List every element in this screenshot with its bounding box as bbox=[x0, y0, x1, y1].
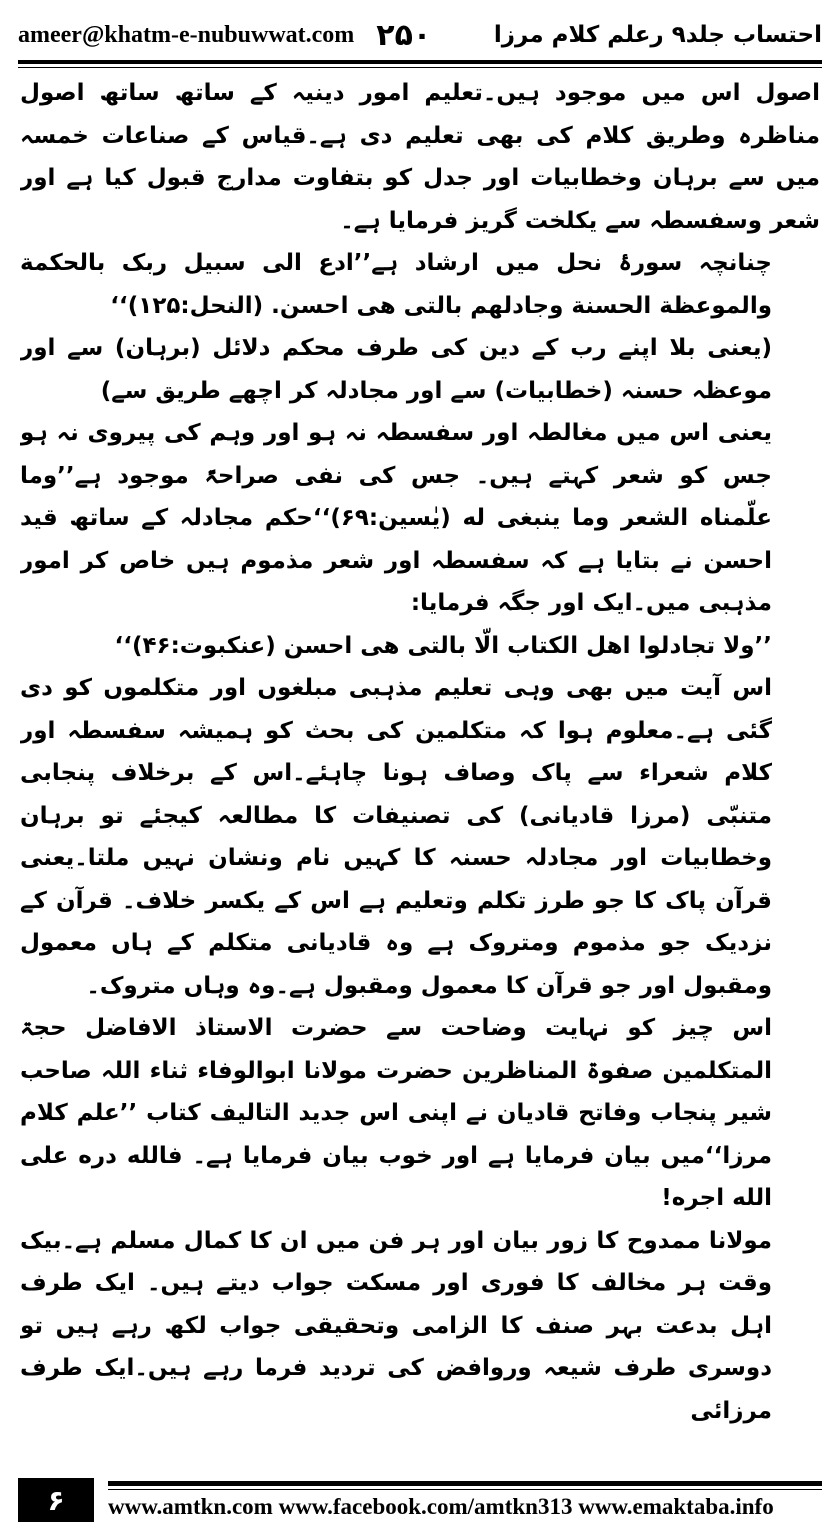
page-body bbox=[20, 72, 820, 1450]
running-title: احتساب جلد۹ رعلم کلام مرزا bbox=[493, 22, 822, 48]
paragraph-6: اس آیت میں بھی وہی تعلیم مذہبی مبلغوں اور متکلموں کو دی گئی ہے۔معلوم ہوا کہ متکلمین کی بحث کو ہمیشہ سفسطہ اور کلام شعراء سے پاک وصاف ہونا چاہئے۔اس کے برخلاف پنجابی متنبّی (مرزا قادیانی) کی تصنیفات کا مطالعہ کیجئے تو برہان وخطابیات اور مجادلہ حسنہ کا کہیں نام ونشان نہیں ملتا۔یعنی قرآن پاک کا جو طرز تکلم وتعلیم ہے اس کے یکسر خلاف۔ قرآن کے نزدیک جو مذموم ومتروک ہے وہ قادیانی متکلم کے ہاں معمول ومقبول اور جو قرآن کا معمول ومقبول ہے۔وہ وہاں متروک۔ bbox=[20, 675, 772, 999]
paragraph-2-quran-nahl: چنانچہ سورۂ نحل میں ارشاد ہے’’ادع الی سبیل ربک بالحکمة والموعظة الحسنة وجادلهم بالتی هی احسن. (النحل:۱۲۵)‘‘ bbox=[20, 250, 772, 319]
footer-number-box: ۶ bbox=[18, 1478, 94, 1522]
header-rule-thin bbox=[18, 67, 822, 68]
header-left bbox=[18, 18, 431, 53]
paragraph-5-quran-ankabut: ’’ولا تجادلوا اهل الكتاب الّا بالتی هی احسن (عنکبوت:۴۶)‘‘ bbox=[114, 632, 772, 659]
header-email: ameer@khatm-e-nubuwwat.com bbox=[18, 21, 355, 48]
page-number: ۲۵۰ bbox=[376, 17, 432, 53]
footer-rule-thick bbox=[108, 1481, 822, 1486]
page-header bbox=[18, 14, 822, 56]
paragraph-8: مولانا ممدوح کا زور بیان اور ہر فن میں ان کا کمال مسلم ہے۔بیک وقت ہر مخالف کا فوری اور مسکت جواب دیتے ہیں۔ ایک طرف اہل بدعت بہر صنف کا الزامی وتحقیقی جواب لکھ رہے ہیں تو دوسری طرف شیعہ وروافض کی تردید فرما رہے ہیں۔ایک طرف مرزائی bbox=[20, 1227, 772, 1424]
paragraph-4: یعنی اس میں مغالطہ اور سفسطہ نہ ہو اور وہم کی پیروی نہ ہو جس کو شعر کہتے ہیں۔ جس کی نفی صراحۃً موجود ہے’’وما علّمناه الشعر وما ینبغی له (یٰسین:۶۹)‘‘حکم مجادلہ کے ساتھ قید احسن نے بتایا ہے کہ سفسطہ اور شعر مذموم ہیں خاص کر امور مذہبی میں۔ایک اور جگہ فرمایا: bbox=[20, 420, 772, 616]
paragraph-1: اصول اس میں موجود ہیں۔تعلیم امور دینیہ کے ساتھ ساتھ اصول مناظرہ وطریق کلام کی بھی تعلیم دی ہے۔قیاس کے صناعات خمسہ میں سے برہان وخطابیات اور جدل کو بتفاوت مدارج قبول کیا ہے اور شعر وسفسطہ سے یکلخت گریز فرمایا ہے۔ bbox=[20, 80, 820, 234]
paragraph-3-translation: (یعنی بلا اپنے رب کے دین کی طرف محکم دلائل (برہان) سے اور موعظہ حسنہ (خطابیات) سے اور مجادلہ کر اچھے طریق سے) bbox=[20, 335, 772, 404]
footer-links: www.amtkn.com www.facebook.com/amtkn313 www.emaktaba.info bbox=[108, 1493, 774, 1519]
footer-links-area bbox=[94, 1478, 822, 1522]
footer-rule-thin bbox=[108, 1489, 822, 1490]
header-rule-thick bbox=[18, 60, 822, 64]
page-footer bbox=[18, 1478, 822, 1522]
paragraph-7: اس چیز کو نہایت وضاحت سے حضرت الاستاذ الافاضل حجۃ المتکلمین صفوۃ المناظرین حضرت مولانا ابوالوفاء ثناء اللہ صاحب شیر پنجاب وفاتح قادیان نے اپنی اس جدید التالیف کتاب ’’علم کلام مرزا‘‘میں بیان فرمایا ہے اور خوب بیان فرمایا ہے۔ فالله دره علی الله اجره! bbox=[20, 1015, 772, 1211]
